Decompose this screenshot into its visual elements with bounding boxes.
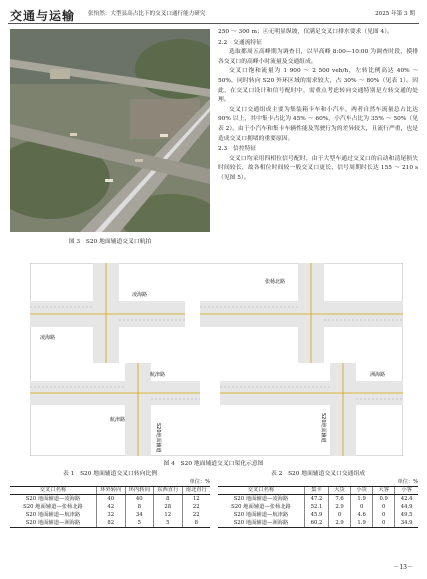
- cell: 12: [182, 494, 210, 503]
- row-name: S20 地面辅道—张杨北路: [231, 503, 291, 510]
- intersection-hangjin: [30, 363, 200, 456]
- road-label: 航津路: [110, 417, 126, 423]
- road-label: S20地面辅道: [320, 413, 326, 443]
- cell: 2.9: [329, 503, 351, 511]
- table-header: 环内转向: [125, 487, 154, 495]
- table-row: [218, 494, 418, 503]
- journal-logo: 交通与运输: [10, 9, 76, 23]
- row-name: S20 地面辅道—张杨北路: [23, 503, 83, 510]
- row-name: S20 地面辅道—航津路: [233, 511, 289, 518]
- figure-3-caption: 图 3 S20 地面辅道交叉口航拍: [68, 239, 152, 245]
- row-name: S20 地面辅道—航津路: [25, 511, 81, 518]
- section-heading-2-3: 2.3 信控特征: [218, 146, 257, 153]
- cell: 22: [182, 503, 210, 511]
- cell: 8: [182, 519, 210, 528]
- intersection-lingahi: [30, 263, 185, 363]
- road-label: 张杨北路: [265, 279, 286, 285]
- table-row: [10, 511, 210, 519]
- cell: 8: [125, 503, 154, 511]
- table-header: 环外转向: [97, 487, 126, 495]
- table-1: [10, 486, 210, 528]
- cell: 44.9: [395, 503, 418, 511]
- cell: 0: [329, 511, 351, 519]
- row-name: S20 地面辅道—洲海路: [10, 519, 97, 528]
- road-label: 凌海路: [40, 335, 56, 341]
- cell: 0.9: [373, 494, 395, 503]
- road-label: 凌海路: [132, 292, 148, 298]
- paragraph: 交叉口均采用四相位信号配时，由于大型车通过交叉口的启动和清尾损失时间较长，故各相位时间较一般交叉口更长，信号周期时长达 155 ～ 210 s（见图 5）。: [218, 155, 418, 181]
- table-header: 东西直行: [154, 487, 183, 495]
- intersection-zhouhai: [220, 363, 403, 456]
- table-header: 南北直行: [182, 487, 210, 495]
- road-label: 航津路: [150, 372, 166, 378]
- road-label: 洲海路: [370, 372, 386, 378]
- cell: 28: [154, 503, 183, 511]
- cell: 49.5: [395, 511, 418, 519]
- table-row: [10, 494, 210, 503]
- table-header: 小货: [351, 487, 373, 495]
- table-2: [218, 486, 418, 528]
- cell: 1.9: [351, 519, 373, 528]
- cell: 5: [154, 519, 183, 528]
- table-row: [218, 503, 418, 511]
- cell: 0: [373, 511, 395, 519]
- paragraph: 250 ～ 300 m；④无明显纵坡，仅满足交叉口排水要求（见图 4）。: [218, 29, 393, 35]
- cell: 0: [373, 519, 395, 528]
- cell: 2.9: [329, 519, 351, 528]
- table-header: 大货: [329, 487, 351, 495]
- section-heading-2-2: 2.2 交通流特征: [218, 39, 263, 46]
- cell: 0: [351, 503, 373, 511]
- table-1-unit: 单位：%: [189, 479, 210, 485]
- cell: 42: [97, 503, 126, 511]
- road-label: S20地面辅道: [155, 423, 161, 453]
- body-text-column: [218, 28, 418, 184]
- paragraph: 选取都周五高峰期为调查日，以早高峰 8:00—10:00 为调查时段，摸排各交叉口的高峰小时流量及交通组成。: [218, 49, 418, 65]
- table-row: [218, 511, 418, 519]
- paragraph: 交叉口饱和流量为 1 900 ～ 2 500 veh/h，左转比例高达 40% ～ 50%，同时转向 S20 外环区域的需求较大，占 30% ～ 80%（见表 1）。因此，在交叉口设计和信号配时中，需重点考虑转向交通特别是左转交通的处理。: [218, 68, 418, 104]
- cell: 34: [125, 511, 154, 519]
- cell: 32: [97, 511, 126, 519]
- page-number: －13－: [393, 564, 413, 571]
- paragraph: 交叉口交通组成主要为集装箱卡车和小汽车，两者自然车流量总占比达 90% 以上，其中集卡占比为 45% ～ 60%，小汽车占比为 35% ～ 50%（见表 2）。由于小汽车和集卡车辆性能及驾驶行为的差异较大，且流行严重，也是造成交叉口拥堵的重要原因。: [218, 106, 418, 142]
- cell: 40: [97, 494, 126, 503]
- table-header: 交叉口名称: [10, 487, 97, 495]
- cell: 7.6: [329, 494, 351, 503]
- cell: 60.2: [305, 519, 329, 528]
- table-row: [218, 519, 418, 528]
- table-header: 交叉口名称: [218, 487, 305, 495]
- table-1-caption: 表 1 S20 地面辅道交叉口转向比例: [62, 471, 158, 477]
- table-header: 大客: [373, 487, 395, 495]
- cell: 40: [125, 494, 154, 503]
- table-header: 小客: [395, 487, 418, 495]
- cell: 4.6: [351, 511, 373, 519]
- row-name: S20 地面辅道—洲海路: [218, 519, 305, 528]
- intersection-zhangyang: [200, 263, 403, 363]
- figure-4-caption: 图 4 S20 地面辅道交叉口渠化示意图: [163, 461, 264, 467]
- cell: 82: [97, 519, 126, 528]
- cell: 0: [373, 503, 395, 511]
- cell: 45.9: [305, 511, 329, 519]
- cell: 52.1: [305, 503, 329, 511]
- table-header: 集卡: [305, 487, 329, 495]
- cell: 22: [182, 511, 210, 519]
- table-2-caption: 表 2 S20 地面辅道交叉口交通组成: [270, 471, 366, 477]
- row-name: S20 地面辅道—凌海路: [25, 495, 81, 502]
- cell: 42.4: [395, 494, 418, 503]
- aerial-photo: [10, 29, 210, 232]
- issue-label: 2025 年第 3 期: [375, 11, 415, 17]
- cell: 5: [125, 519, 154, 528]
- channelization-diagram: [30, 263, 403, 456]
- header-rule: [8, 23, 419, 24]
- cell: 12: [154, 511, 183, 519]
- cell: 8: [154, 494, 183, 503]
- cell: 34.9: [395, 519, 418, 528]
- table-row: [10, 519, 210, 528]
- cell: 47.2: [305, 494, 329, 503]
- cell: 1.9: [351, 494, 373, 503]
- table-row: [10, 503, 210, 511]
- row-name: S20 地面辅道—凌海路: [233, 495, 289, 502]
- running-title: 张怡然：大型县高占比下的交叉口通行能力研究: [88, 11, 206, 17]
- table-2-unit: 单位：%: [397, 479, 418, 485]
